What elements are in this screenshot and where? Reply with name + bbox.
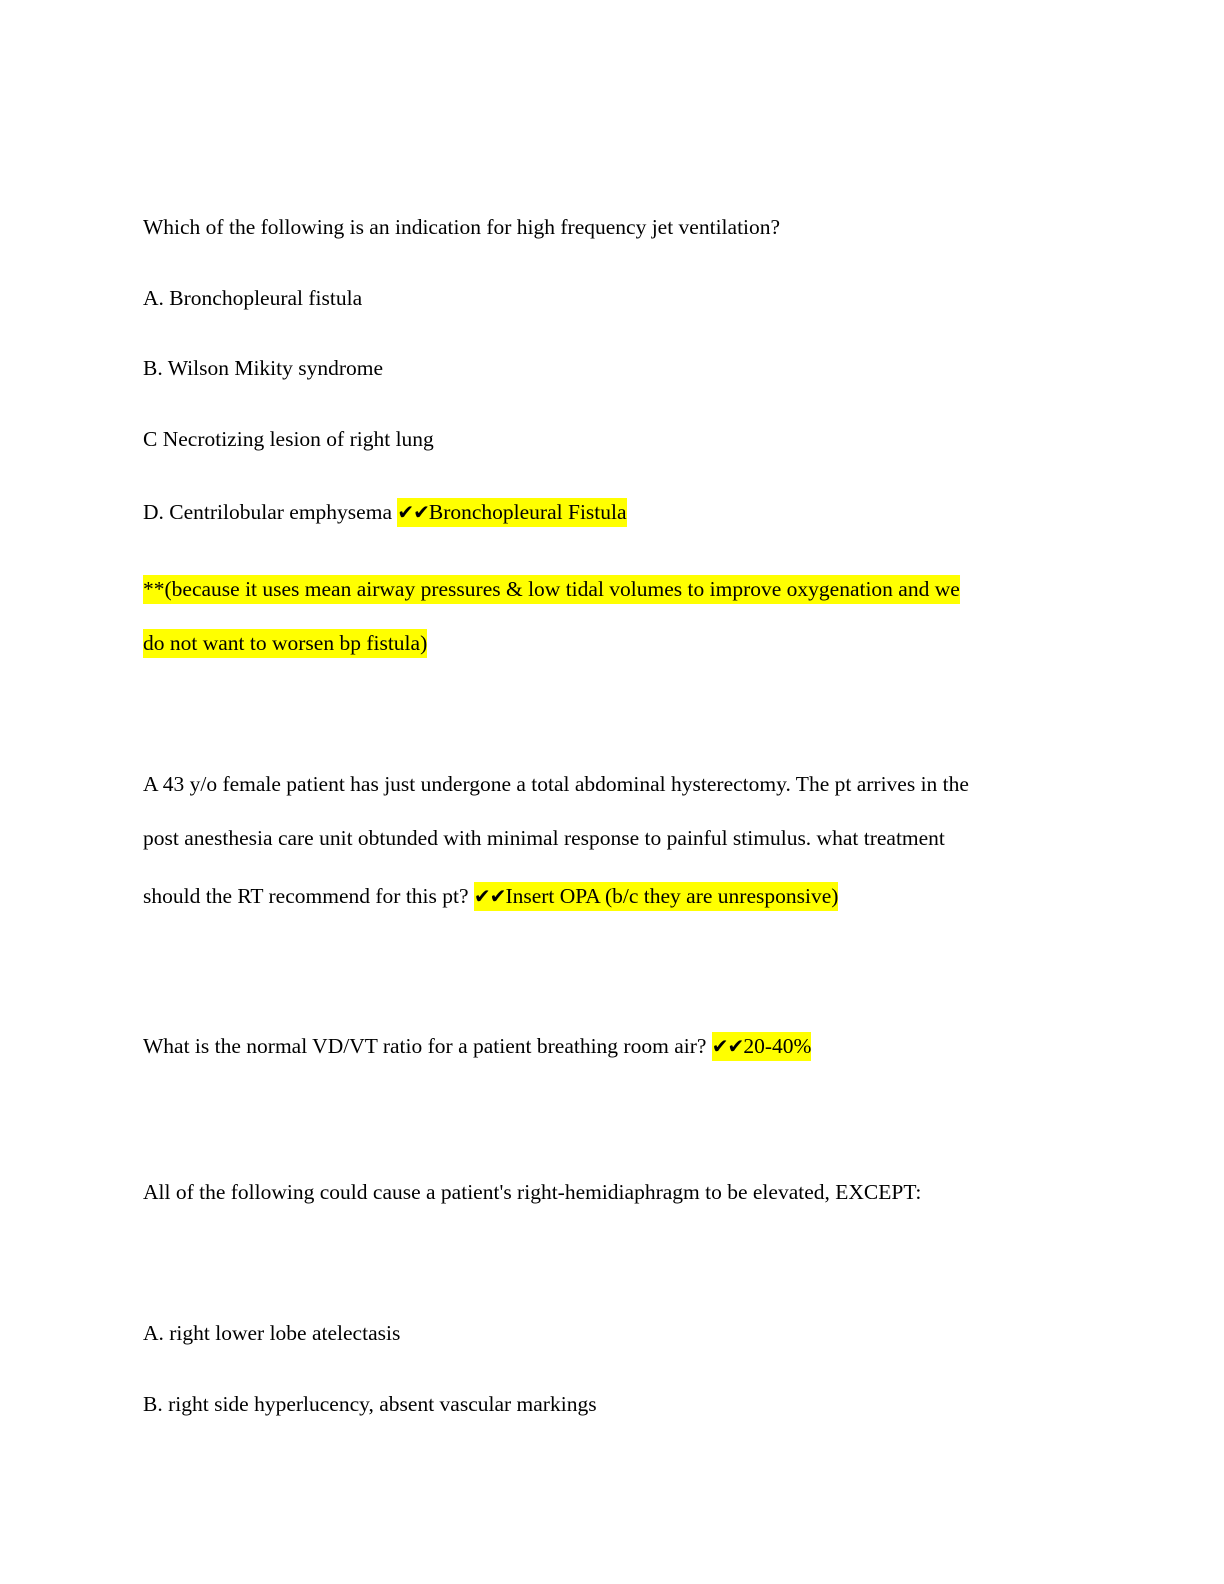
q2-answer-highlight [474, 882, 839, 911]
q3-answer-highlight [712, 1032, 812, 1061]
q1-option-a: A. Bronchopleural fistula [143, 286, 363, 310]
q2-line-3: should the RT recommend for this pt? [143, 884, 469, 908]
q3-answer: 20-40% [743, 1034, 812, 1058]
q3-question: What is the normal VD/VT ratio for a patient breathing room air? [143, 1034, 707, 1058]
q1-explanation-1: **(because it uses mean airway pressures & low tidal volumes to improve oxygenation and we [143, 575, 960, 604]
q2-line-1: A 43 y/o female patient has just undergone a total abdominal hysterectomy. The pt arrives in the [143, 772, 969, 796]
q1-answer-highlight [397, 498, 626, 527]
q2-line-3-row [143, 883, 838, 909]
double-check-icon: ✔✔ [711, 1034, 744, 1058]
q1-option-d-line [143, 499, 627, 525]
q2-answer: Insert OPA (b/c they are unresponsive) [505, 884, 839, 908]
q1-explanation-2-line [143, 630, 427, 656]
q2-line-2: post anesthesia care unit obtunded with minimal response to painful stimulus. what treatment [143, 826, 945, 850]
q1-option-b: B. Wilson Mikity syndrome [143, 356, 384, 380]
q1-question: Which of the following is an indication for high frequency jet ventilation? [143, 215, 781, 239]
q1-option-d: D. Centrilobular emphysema [143, 500, 392, 524]
q1-answer: Bronchopleural Fistula [428, 500, 627, 524]
double-check-icon: ✔✔ [473, 884, 506, 908]
q4-option-b: B. right side hyperlucency, absent vascular markings [143, 1392, 597, 1416]
q4-question: All of the following could cause a patient's right-hemidiaphragm to be elevated, EXCEPT: [143, 1180, 922, 1204]
q1-option-c: C Necrotizing lesion of right lung [143, 427, 434, 451]
double-check-icon: ✔✔ [397, 500, 429, 524]
q4-option-a: A. right lower lobe atelectasis [143, 1321, 401, 1345]
q3-row [143, 1033, 811, 1059]
q1-explanation-1-line [143, 576, 960, 602]
q1-explanation-2: do not want to worsen bp fistula) [143, 629, 427, 658]
